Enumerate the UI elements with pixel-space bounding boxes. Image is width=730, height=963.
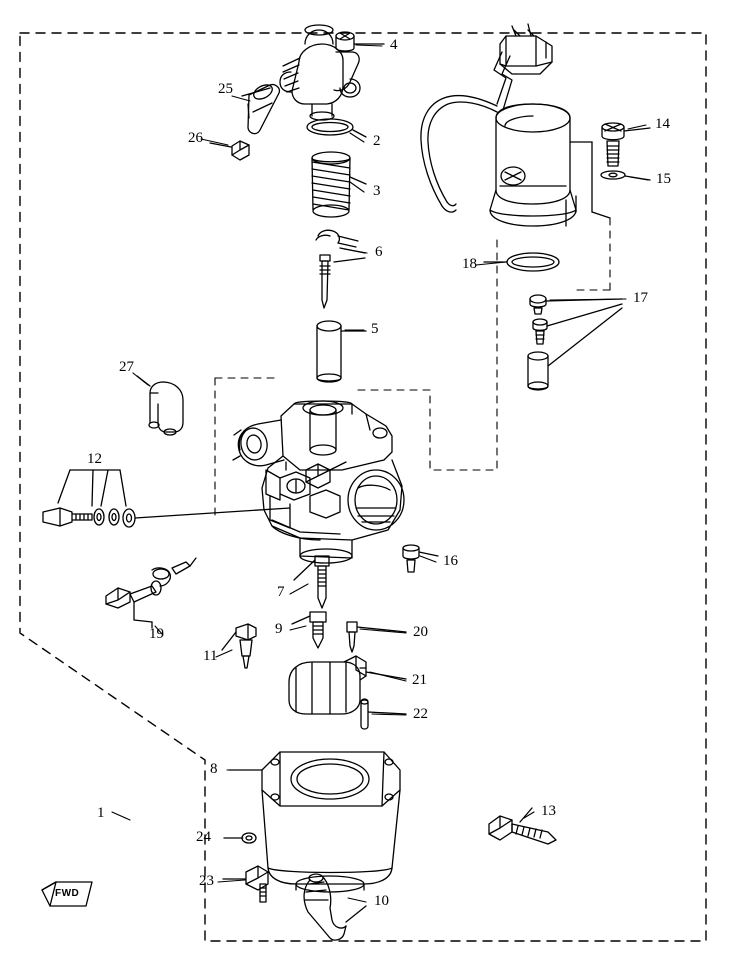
part-25-sleeve bbox=[242, 82, 279, 134]
callout-16: 16 bbox=[443, 553, 458, 569]
carburetor-body bbox=[233, 401, 404, 563]
callout-7: 7 bbox=[277, 584, 285, 600]
callout-1: 1 bbox=[97, 805, 105, 821]
callout-27: 27 bbox=[119, 359, 134, 375]
part-17-small-parts bbox=[528, 295, 622, 390]
float-bowl bbox=[262, 790, 400, 892]
callout-9: 9 bbox=[275, 621, 283, 637]
part-14-screw bbox=[602, 123, 650, 166]
callout-26: 26 bbox=[188, 130, 203, 146]
callout-17: 17 bbox=[633, 290, 648, 306]
group-outline-right bbox=[355, 218, 610, 470]
callout-22: 22 bbox=[413, 706, 428, 722]
part-19-choke-plunger bbox=[106, 558, 196, 628]
fwd-label: FWD bbox=[55, 888, 80, 899]
callout-5: 5 bbox=[371, 321, 379, 337]
part-11-pilot-screw bbox=[222, 624, 256, 668]
part-26-nut bbox=[210, 141, 249, 160]
callout-6: 6 bbox=[375, 244, 383, 260]
part-21-float bbox=[289, 656, 406, 714]
auto-bystarter-assembly bbox=[490, 104, 610, 226]
callout-25: 25 bbox=[218, 81, 233, 97]
callout-8: 8 bbox=[210, 761, 218, 777]
part-9-main-jet bbox=[292, 612, 326, 648]
part-18-oring bbox=[484, 253, 559, 271]
wiring-harness bbox=[421, 24, 552, 212]
callout-19: 19 bbox=[149, 626, 164, 642]
callout-18: 18 bbox=[462, 256, 477, 272]
part-2-oring bbox=[307, 119, 366, 137]
callout-2: 2 bbox=[373, 133, 381, 149]
part-3-spring bbox=[312, 152, 366, 217]
callout-24: 24 bbox=[196, 829, 211, 845]
part-23-bolt bbox=[223, 866, 268, 902]
callout-23: 23 bbox=[199, 873, 214, 889]
callout-21: 21 bbox=[412, 672, 427, 688]
callout-15: 15 bbox=[656, 171, 671, 187]
part-4-screw bbox=[336, 32, 384, 51]
callout-3: 3 bbox=[373, 183, 381, 199]
part-16-screw bbox=[403, 545, 438, 572]
part-8-gasket bbox=[229, 752, 400, 806]
callout-14: 14 bbox=[655, 116, 670, 132]
part-20-float-needle bbox=[347, 622, 406, 652]
part-12-screws bbox=[43, 470, 290, 527]
callout-11: 11 bbox=[203, 648, 218, 664]
part-6-clip-needle bbox=[316, 230, 365, 308]
part-27-hose bbox=[137, 376, 183, 435]
callout-20: 20 bbox=[413, 624, 428, 640]
part-7-needle-valve bbox=[294, 556, 329, 608]
callout-12: 12 bbox=[87, 451, 102, 467]
callout-10: 10 bbox=[374, 893, 389, 909]
callout-leader-lines bbox=[112, 45, 648, 902]
callout-13: 13 bbox=[541, 803, 556, 819]
callout-4: 4 bbox=[390, 37, 398, 53]
